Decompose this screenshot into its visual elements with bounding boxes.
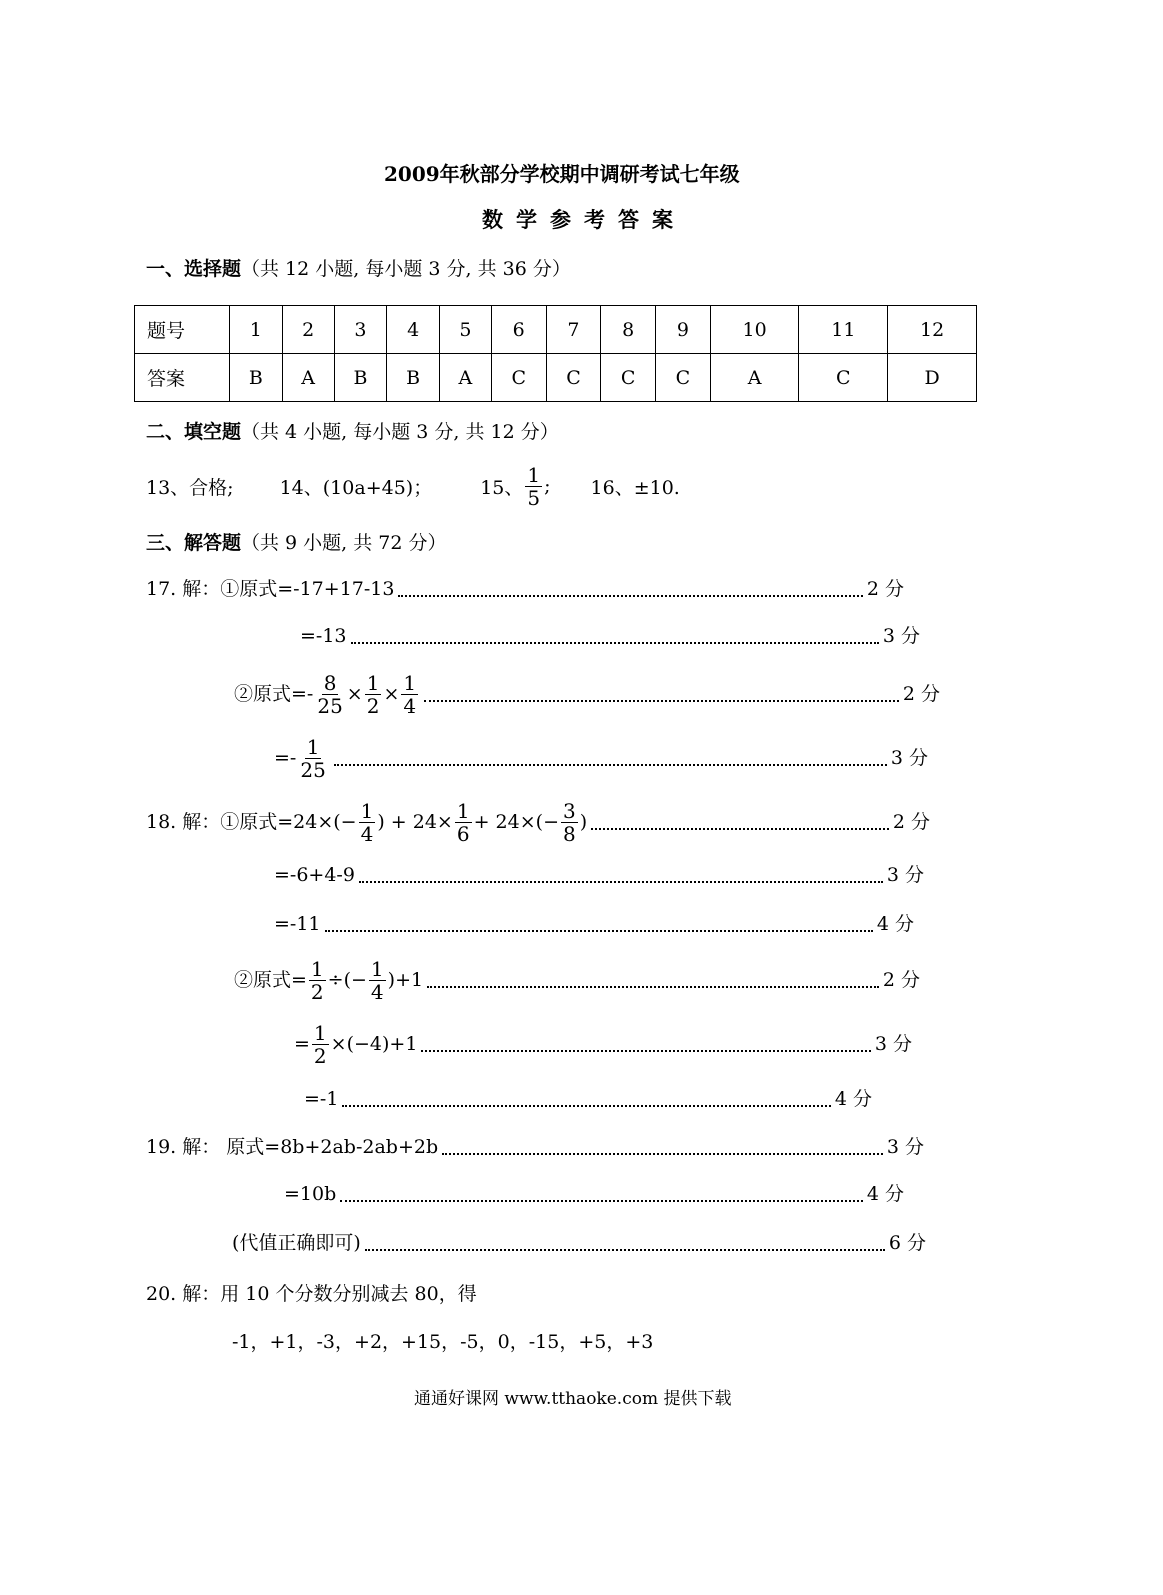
table-cell: C <box>491 354 546 402</box>
section-1-label: 一、选择题 <box>146 258 242 280</box>
denominator: 2 <box>313 1043 327 1068</box>
numerator: 1 <box>366 670 380 695</box>
fraction <box>369 958 386 1003</box>
step-text: = <box>294 1033 310 1055</box>
leader-dots <box>342 1091 830 1107</box>
table-cell: 3 <box>334 306 387 354</box>
step-score: 3 分 <box>874 1033 912 1055</box>
step-text: ②原式= <box>234 969 307 991</box>
fraction <box>365 672 382 717</box>
q20-line-1: 20. 解：用 10 个分数分别减去 80，得 <box>146 1283 477 1305</box>
fraction <box>298 736 327 781</box>
section-2-note: （共 4 小题, 每小题 3 分, 共 12 分） <box>241 421 559 443</box>
step-text: ②原式=- <box>234 683 314 705</box>
table-cell: B <box>334 354 387 402</box>
q18-line-1 <box>146 794 930 850</box>
q20-line-2: -1，+1，-3，+2，+15，-5，0，-15，+5，+3 <box>232 1331 654 1353</box>
answer-15-suffix: ; <box>544 475 551 497</box>
q19-line-2 <box>284 1179 904 1209</box>
section-2-heading <box>146 417 559 444</box>
table-cell: 9 <box>656 306 711 354</box>
numerator: 1 <box>370 956 384 981</box>
page-subtitle: 数学参考答案 <box>482 207 686 232</box>
table-cell: 6 <box>491 306 546 354</box>
step-score: 2 分 <box>902 683 940 705</box>
leader-dots <box>427 972 879 988</box>
answer-table <box>134 305 977 402</box>
q17-line-2 <box>300 621 920 651</box>
leader-dots <box>421 1036 870 1052</box>
table-row-numbers <box>135 306 977 354</box>
page-title: 2009年秋部分学校期中调研考试七年级 <box>384 162 740 186</box>
table-cell: C <box>799 354 888 402</box>
numerator: 3 <box>562 798 576 823</box>
answer-16: 16、±10. <box>590 476 680 499</box>
q19-line-1 <box>146 1132 924 1162</box>
step-text: 19. 解： 原式=8b+2ab-2ab+2b <box>146 1136 439 1158</box>
step-score: 6 分 <box>888 1232 926 1254</box>
table-cell: 2 <box>282 306 334 354</box>
fraction <box>561 800 578 845</box>
step-text: =-1 <box>304 1088 339 1110</box>
denominator: 2 <box>366 693 380 718</box>
step-score: 2 分 <box>892 811 930 833</box>
q17-line-4 <box>274 730 928 786</box>
table-cell: 4 <box>387 306 440 354</box>
answer-15-prefix: 15、 <box>480 476 524 499</box>
section-1-note: （共 12 小题, 每小题 3 分, 共 36 分） <box>241 258 571 280</box>
q17-line-3 <box>234 666 940 722</box>
table-row-head: 题号 <box>135 306 230 354</box>
table-cell: D <box>888 354 977 402</box>
numerator: 1 <box>527 462 541 487</box>
table-cell: 11 <box>799 306 888 354</box>
denominator: 4 <box>403 693 417 718</box>
step-text: ) <box>579 811 588 833</box>
leader-dots <box>351 628 879 644</box>
q18-line-2 <box>274 860 924 890</box>
step-score: 3 分 <box>886 864 924 886</box>
fraction <box>312 1022 329 1067</box>
section-3-label: 三、解答题 <box>146 532 242 554</box>
fraction <box>359 800 376 845</box>
section-3-note: （共 9 小题, 共 72 分） <box>241 532 447 554</box>
step-text: + 24×(− <box>473 811 559 833</box>
fraction <box>309 958 326 1003</box>
step-text: (代值正确即可) <box>232 1232 361 1254</box>
leader-dots <box>442 1139 883 1155</box>
step-text: 18. 解：①原式=24×(− <box>146 811 357 833</box>
step-text: =- <box>274 747 297 769</box>
table-cell: B <box>230 354 283 402</box>
denominator: 25 <box>300 757 326 782</box>
table-cell: 7 <box>546 306 601 354</box>
table-cell: 12 <box>888 306 977 354</box>
table-cell: B <box>387 354 440 402</box>
table-row-head: 答案 <box>135 354 230 402</box>
table-cell: 8 <box>601 306 656 354</box>
step-score: 2 分 <box>882 969 920 991</box>
numerator: 1 <box>403 670 417 695</box>
answer-13: 13、合格; <box>146 476 234 499</box>
leader-dots <box>340 1186 863 1202</box>
step-text: ×(−4)+1 <box>330 1033 418 1055</box>
leader-dots <box>591 814 889 830</box>
denominator: 5 <box>527 485 541 510</box>
operator: × <box>346 683 363 705</box>
step-text: ÷(− <box>327 969 367 991</box>
fraction <box>401 672 418 717</box>
section-2-label: 二、填空题 <box>146 421 242 443</box>
step-text: =-13 <box>300 625 347 647</box>
numerator: 1 <box>310 956 324 981</box>
q19-line-3 <box>232 1228 926 1258</box>
step-score: 4 分 <box>834 1088 872 1110</box>
denominator: 6 <box>456 821 470 846</box>
table-cell: 5 <box>439 306 491 354</box>
denominator: 4 <box>360 821 374 846</box>
q18-line-3 <box>274 909 914 939</box>
table-cell: 1 <box>230 306 283 354</box>
step-score: 2 分 <box>866 578 904 600</box>
table-row-answers <box>135 354 977 402</box>
table-cell: A <box>710 354 799 402</box>
table-cell: A <box>282 354 334 402</box>
table-cell: A <box>439 354 491 402</box>
table-cell: C <box>601 354 656 402</box>
step-score: 3 分 <box>890 747 928 769</box>
numerator: 8 <box>323 670 337 695</box>
leader-dots <box>325 916 873 932</box>
denominator: 8 <box>562 821 576 846</box>
numerator: 1 <box>306 734 320 759</box>
operator: × <box>383 683 400 705</box>
denominator: 25 <box>317 693 343 718</box>
step-text: =-11 <box>274 913 321 935</box>
q18-line-5 <box>294 1016 912 1072</box>
numerator: 1 <box>456 798 470 823</box>
step-text: )+1 <box>387 969 424 991</box>
fraction <box>525 464 542 509</box>
leader-dots <box>334 750 887 766</box>
step-score: 4 分 <box>866 1183 904 1205</box>
step-text: ) + 24× <box>377 811 453 833</box>
q18-line-6 <box>304 1084 872 1114</box>
section-1-heading <box>146 254 571 281</box>
leader-dots <box>424 686 899 702</box>
denominator: 2 <box>310 979 324 1004</box>
leader-dots <box>398 581 862 597</box>
answer-14: 14、(10a+45)； <box>279 476 433 499</box>
leader-dots <box>365 1235 885 1251</box>
table-cell: 10 <box>710 306 799 354</box>
q18-line-4 <box>234 952 920 1008</box>
q17-line-1 <box>146 574 904 604</box>
numerator: 1 <box>313 1020 327 1045</box>
page-footer: 通通好课网 www.tthaoke.com 提供下载 <box>414 1389 732 1409</box>
fraction <box>315 672 344 717</box>
step-text: =-6+4-9 <box>274 864 355 886</box>
table-cell: C <box>656 354 711 402</box>
step-text: 17. 解：①原式=-17+17-13 <box>146 578 395 600</box>
leader-dots <box>359 867 883 883</box>
step-score: 4 分 <box>876 913 914 935</box>
section-3-heading <box>146 528 447 555</box>
fraction <box>455 800 472 845</box>
step-score: 3 分 <box>886 1136 924 1158</box>
denominator: 4 <box>370 979 384 1004</box>
fill-answers <box>146 458 680 514</box>
step-text: =10b <box>284 1183 337 1205</box>
numerator: 1 <box>360 798 374 823</box>
table-cell: C <box>546 354 601 402</box>
step-score: 3 分 <box>882 625 920 647</box>
